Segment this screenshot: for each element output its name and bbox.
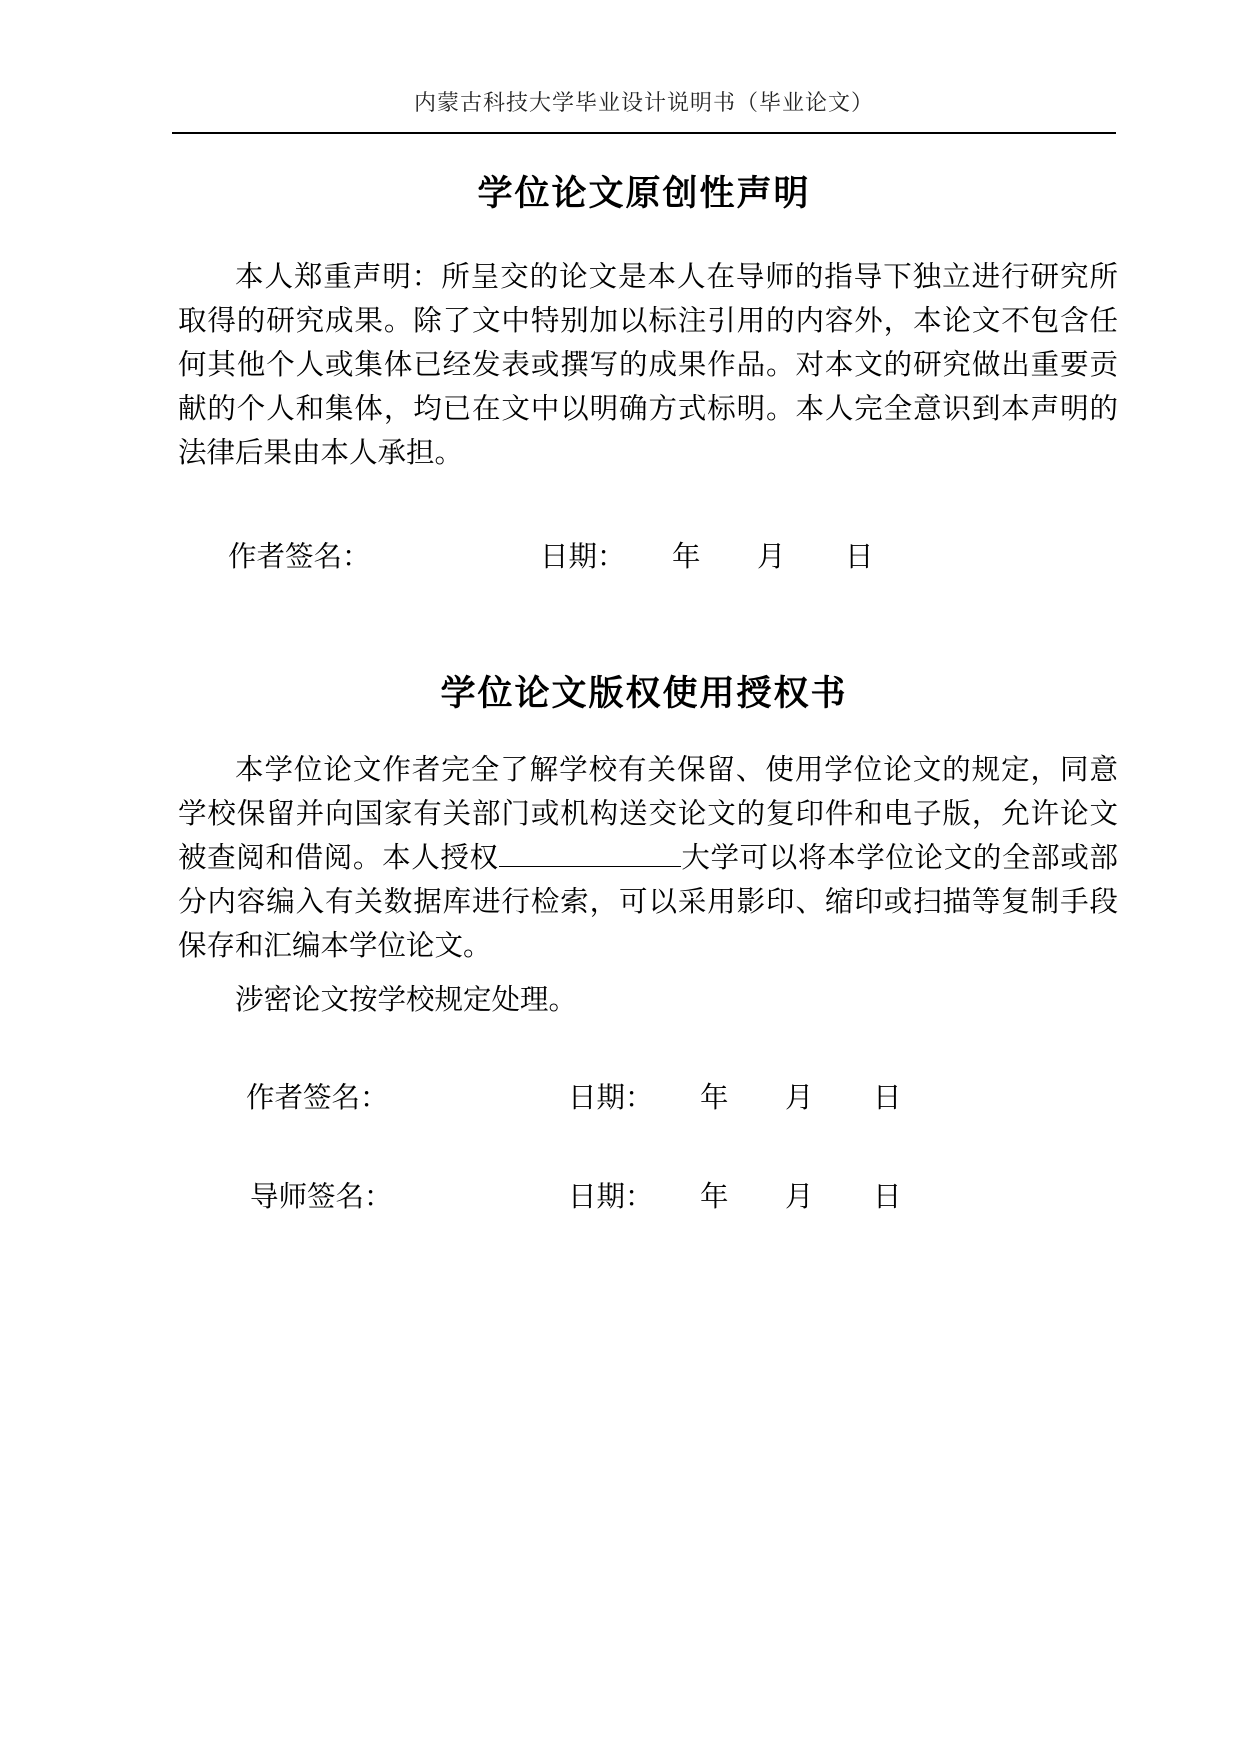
declaration-title: 学位论文原创性声明 [477,174,811,214]
date-label: 日期： [568,1081,654,1114]
month-label: 月 [785,1180,814,1213]
day-label: 日 [873,1180,902,1213]
authorization-text-part2: 大学可以将本学位论文的全部或部分内容编入有关数据库进行检索，可以采用影印、缩印或扫描等复制手段保存和汇编本学位论文。 [178,841,1118,962]
year-label: 年 [672,540,701,573]
declaration-signature-row [0,534,1241,574]
authorization-author-signature-row [0,1075,1241,1115]
advisor-signature-row [0,1174,1241,1214]
month-label: 月 [757,540,786,573]
day-label: 日 [873,1081,902,1114]
authorization-title: 学位论文版权使用授权书 [440,674,848,714]
date-label: 日期： [568,1180,654,1213]
month-label: 月 [785,1081,814,1114]
advisor-signature-label: 导师签名： [250,1180,393,1213]
year-label: 年 [700,1180,729,1213]
author-signature-label: 作者签名： [246,1081,389,1114]
authorization-paragraph [178,748,1118,968]
day-label: 日 [845,540,874,573]
running-header: 内蒙古科技大学毕业设计说明书（毕业论文） [413,91,874,116]
declaration-paragraph: 本人郑重声明：所呈交的论文是本人在导师的指导下独立进行研究所取得的研究成果。除了文中特别加以标注引用的内容外，本论文不包含任何其他个人或集体已经发表或撰写的成果作品。对本文的研究做出重要贡献的个人和集体，均已在文中以明确方式标明。本人完全意识到本声明的法律后果由本人承担。 [178,260,1118,469]
classified-note: 涉密论文按学校规定处理。 [235,983,578,1016]
year-label: 年 [700,1081,729,1114]
university-name-blank [499,836,681,867]
author-signature-label: 作者签名： [228,540,371,573]
header-divider [172,132,1116,134]
date-label: 日期： [540,540,626,573]
authorization-text-part1: 本学位论文作者完全了解学校有关保留、使用学位论文的规定，同意学校保留并向国家有关部门或机构送交论文的复印件和电子版，允许论文被查阅和借阅。本人授权 [178,753,1118,874]
